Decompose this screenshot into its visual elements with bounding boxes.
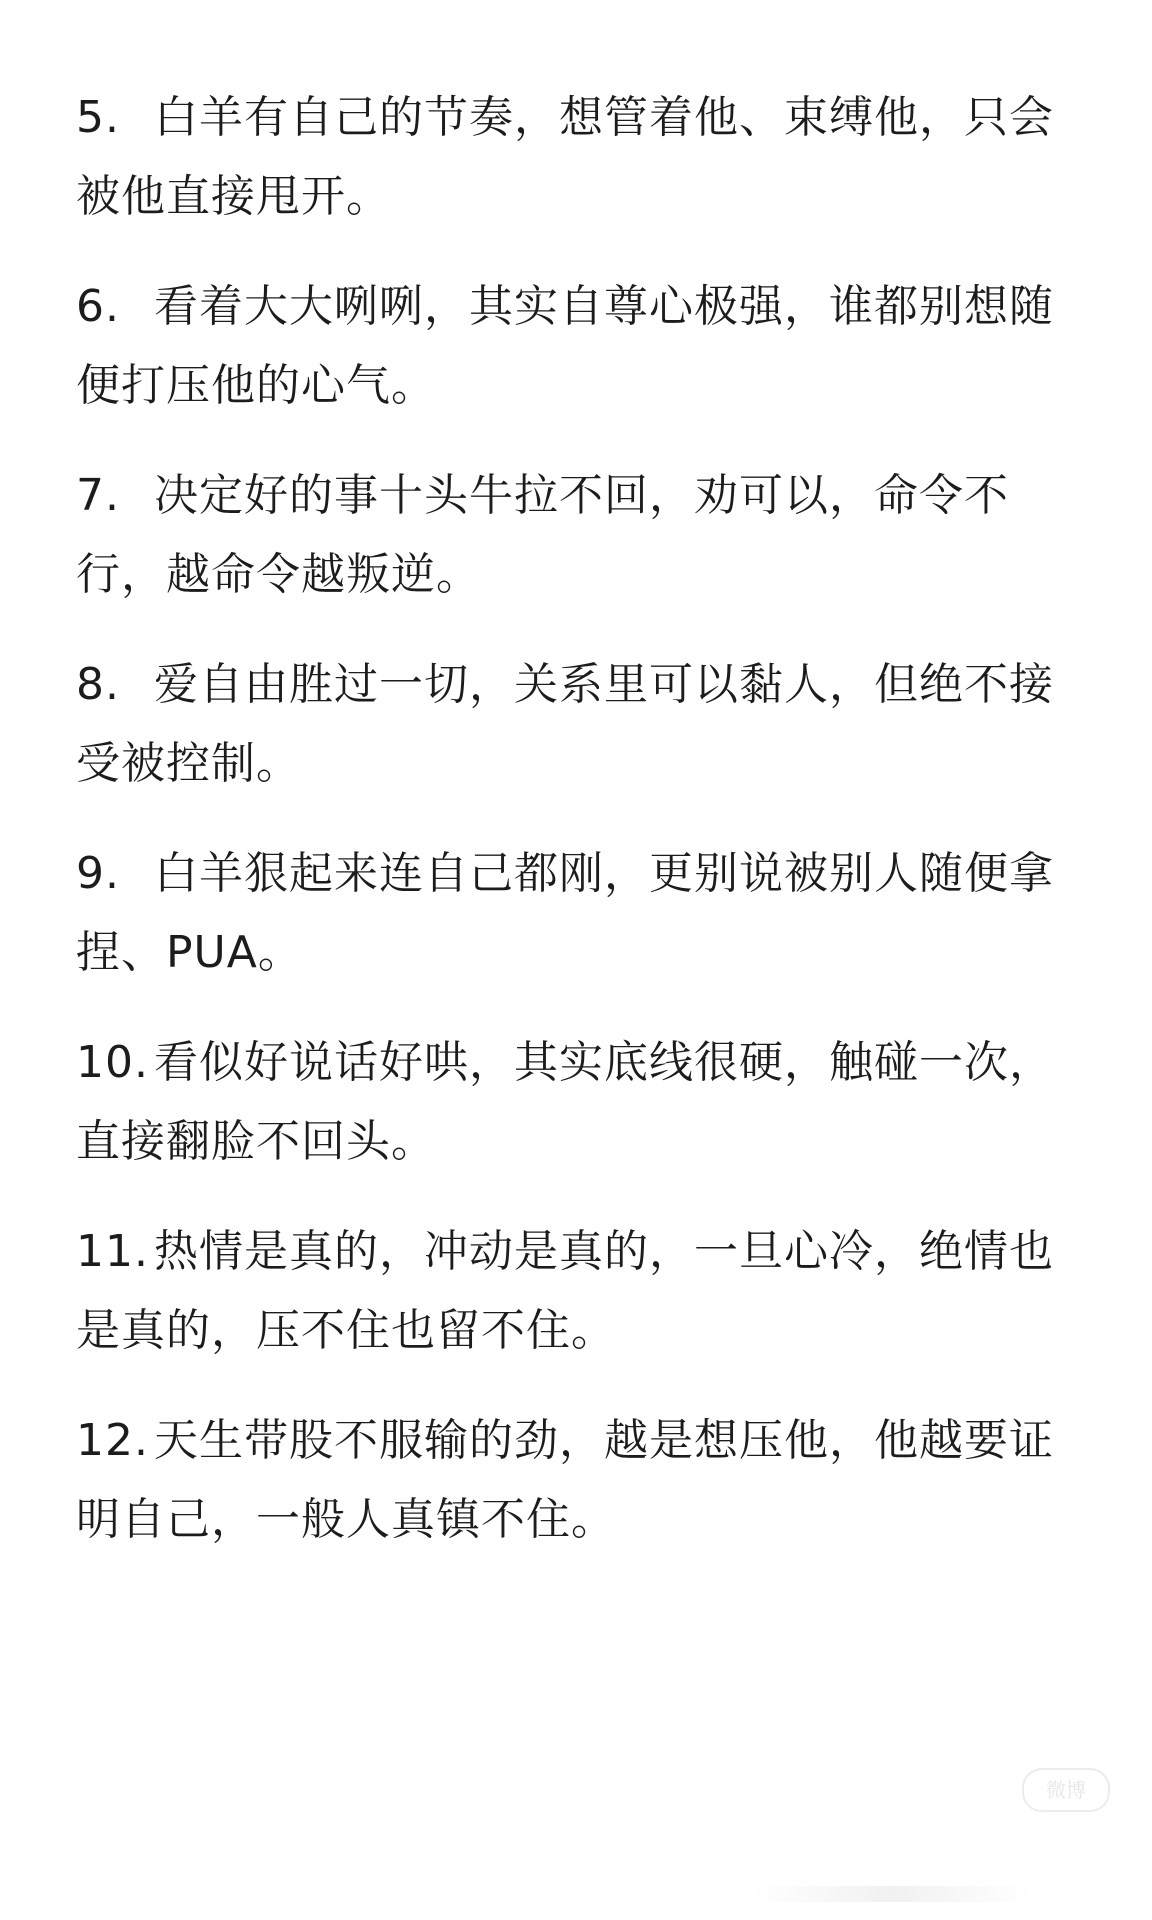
list-item xyxy=(76,834,1086,992)
weibo-watermark: 微博 xyxy=(1022,1768,1110,1812)
list-item-number: 5. xyxy=(76,92,120,143)
list-item-number: 10. xyxy=(76,1037,149,1088)
list-item-line-1 xyxy=(76,834,1086,913)
list-item-text: 白羊狠起来连自己都刚，更别说被别人随便拿 xyxy=(154,848,1054,899)
list-item-text: 看似好说话好哄，其实底线很硬，触碰一次， xyxy=(154,1037,1054,1088)
list-item xyxy=(76,267,1086,425)
list-item-line-1 xyxy=(76,645,1086,724)
list-item xyxy=(76,1023,1086,1181)
list-item-number: 9. xyxy=(76,848,120,899)
list-item-line-1 xyxy=(76,267,1086,346)
list-item-line-1 xyxy=(76,78,1086,157)
list-item-number: 7. xyxy=(76,470,120,521)
list-item-line-2: 直接翻脸不回头。 xyxy=(76,1116,436,1167)
list-item-line-2: 行，越命令越叛逆。 xyxy=(76,549,481,600)
list-item-line-1 xyxy=(76,1023,1086,1102)
list-item xyxy=(76,1212,1086,1370)
list-item-line-2: 被他直接甩开。 xyxy=(76,171,391,222)
list-item-text: 爱自由胜过一切，关系里可以黏人，但绝不接 xyxy=(154,659,1054,710)
list-item-line-1 xyxy=(76,1212,1086,1291)
list-item-number: 11. xyxy=(76,1226,149,1277)
list-item xyxy=(76,456,1086,614)
list-item-number: 8. xyxy=(76,659,120,710)
watermark-bar xyxy=(752,1886,1032,1902)
list-item-number: 12. xyxy=(76,1415,149,1466)
list-item-text: 看着大大咧咧，其实自尊心极强，谁都别想随 xyxy=(154,281,1054,332)
list-item xyxy=(76,645,1086,803)
list-item-line-2: 受被控制。 xyxy=(76,738,301,789)
list-item-line-2: 捏、PUA。 xyxy=(76,927,303,978)
list-item-text: 热情是真的，冲动是真的，一旦心冷，绝情也 xyxy=(154,1226,1054,1277)
list-item-line-2: 明自己，一般人真镇不住。 xyxy=(76,1494,616,1545)
list-item-line-1 xyxy=(76,1401,1086,1480)
list-item xyxy=(76,1401,1086,1559)
list-item-line-1 xyxy=(76,456,1086,535)
list-item-text: 决定好的事十头牛拉不回，劝可以，命令不 xyxy=(154,470,1009,521)
list-item xyxy=(76,78,1086,236)
list-item-number: 6. xyxy=(76,281,120,332)
list-item-line-2: 是真的，压不住也留不住。 xyxy=(76,1305,616,1356)
list-item-text: 天生带股不服输的劲，越是想压他，他越要证 xyxy=(154,1415,1054,1466)
list-item-line-2: 便打压他的心气。 xyxy=(76,360,436,411)
list-item-text: 白羊有自己的节奏，想管着他、束缚他，只会 xyxy=(154,92,1054,143)
document-body xyxy=(76,78,1086,1590)
